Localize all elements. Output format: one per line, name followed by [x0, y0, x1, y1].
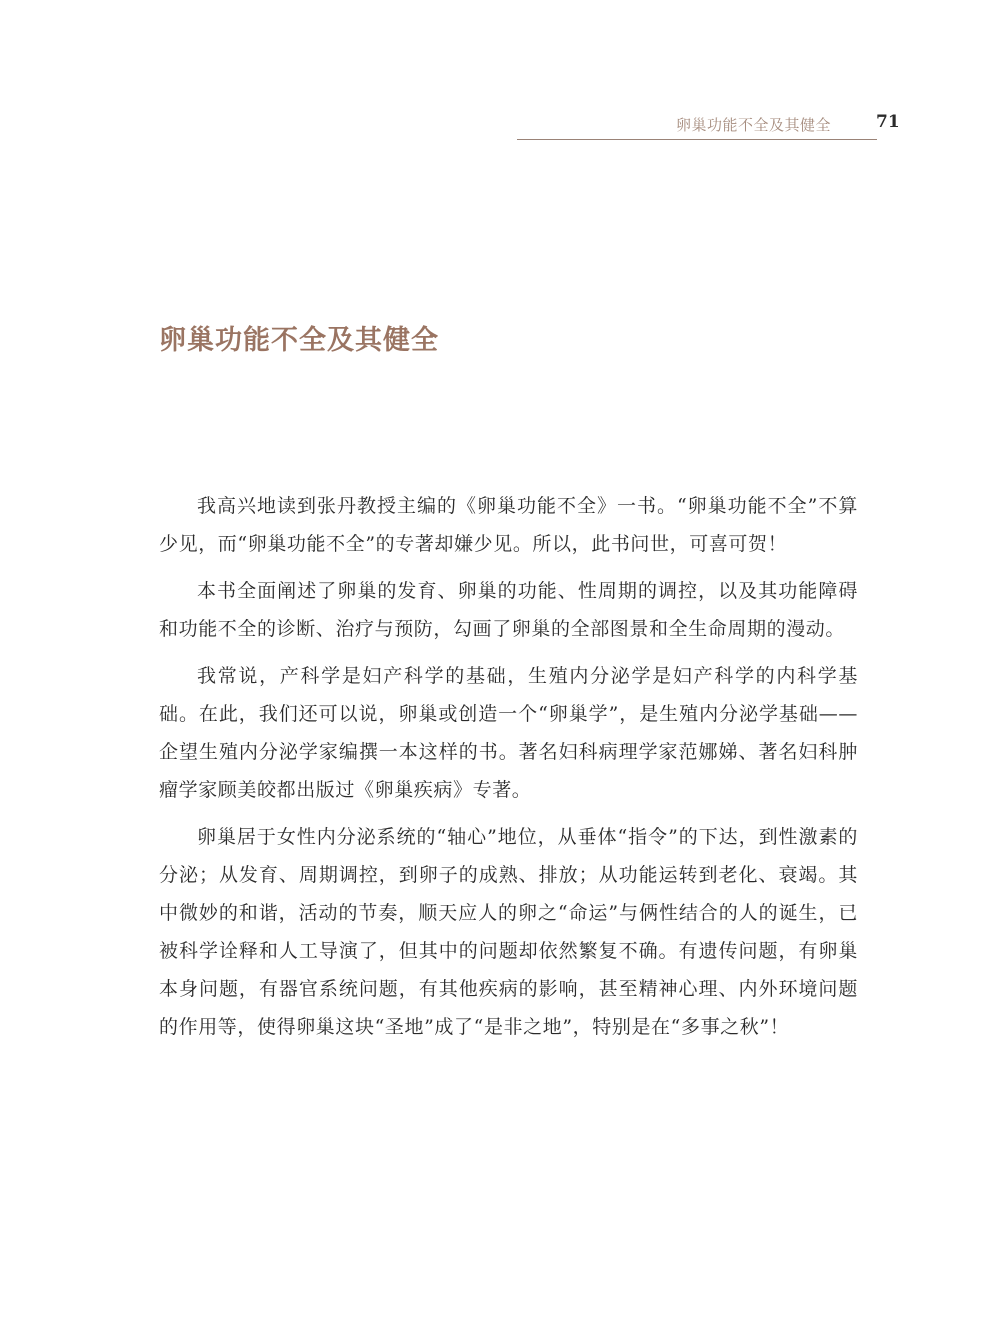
paragraph-1: 我高兴地读到张丹教授主编的《卵巢功能不全》一书。“卵巢功能不全”不算少见，而“卵巢功能不全”的专著却嫌少见。所以，此书问世，可喜可贺！ [159, 495, 858, 555]
paragraph-4: 卵巢居于女性内分泌系统的“轴心”地位，从垂体“指令”的下达，到性激素的分泌；从发育、周期调控，到卵子的成熟、排放；从功能运转到老化、衰竭。其中微妙的和谐，活动的节奏，顺天应人的卵之“命运”与俩性结合的人的诞生，已被科学诠释和人工导演了，但其中的问题却依然繁复不确。有遗传问题，有卵巢本身问题，有器官系统问题，有其他疾病的影响，甚至精神心理、内外环境问题的作用等，使得卵巢这块“圣地”成了“是非之地”，特别是在“多事之秋”！ [159, 826, 858, 1038]
chapter-title: 卵巢功能不全及其健全 [159, 325, 439, 357]
header-rule [517, 139, 877, 140]
running-header [676, 112, 900, 138]
page-number: 71 [876, 112, 900, 132]
paragraph-3: 我常说，产科学是妇产科学的基础，生殖内分泌学是妇产科学的内科学基础。在此，我们还可以说，卵巢或创造一个“卵巢学”，是生殖内分泌学基础——企望生殖内分泌学家编撰一本这样的书。著名妇科病理学家范娜娣、著名妇科肿瘤学家顾美皎都出版过《卵巢疾病》专著。 [159, 665, 858, 801]
body-text [159, 487, 858, 1055]
running-title: 卵巢功能不全及其健全 [676, 116, 832, 134]
paragraph-2: 本书全面阐述了卵巢的发育、卵巢的功能、性周期的调控，以及其功能障碍和功能不全的诊断、治疗与预防，勾画了卵巢的全部图景和全生命周期的漫动。 [159, 580, 858, 640]
